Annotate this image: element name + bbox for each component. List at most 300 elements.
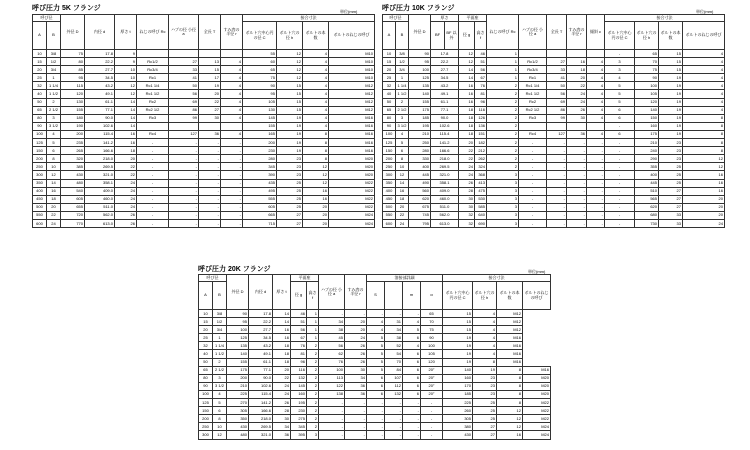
table-cell: 19 — [277, 114, 303, 122]
table-cell: 4 — [303, 74, 329, 82]
table-cell: 19 — [277, 130, 303, 138]
table-cell: - — [199, 211, 221, 219]
table-cell: - — [403, 407, 421, 415]
table-cell: 90 — [635, 74, 659, 82]
table-cell: 32 — [199, 342, 213, 350]
table-cell: Rc2 — [137, 98, 169, 106]
table-cell: 120 — [61, 90, 85, 98]
th-bf-other: BF 以外 — [445, 22, 459, 50]
table-cell: 1/2 — [396, 58, 409, 66]
table-cell: 3 — [47, 114, 61, 122]
th-hub: ハブの径 小径 a — [319, 275, 345, 310]
table-cell: 160 — [635, 122, 659, 130]
table-cell: - — [199, 179, 221, 187]
table-cell: 24 — [683, 219, 725, 227]
table-cell: 145 — [291, 382, 307, 390]
th-nominal: 呼び径 — [33, 15, 61, 22]
table-cell: - — [547, 195, 567, 203]
th-b: B — [47, 22, 61, 50]
table-cell: - — [519, 139, 547, 147]
table-cell: 305 — [227, 407, 249, 415]
table-cell: 40 — [199, 350, 213, 358]
table-cell: 10 — [383, 50, 396, 58]
table-cell: 19 — [199, 82, 221, 90]
table-cell: - — [547, 187, 567, 195]
table-row — [383, 66, 725, 74]
table-cell: 218.0 — [249, 415, 273, 423]
th-hole: ボルト穴の径 h — [473, 282, 497, 310]
table-cell: 55 — [243, 50, 277, 58]
table-cell: 230 — [291, 407, 307, 415]
table-cell: 4 — [587, 106, 605, 114]
table-cell: 5 — [605, 90, 635, 98]
table-cell: 33 — [659, 219, 683, 227]
table-cell: 96 — [475, 98, 487, 106]
table-cell: 75 — [635, 66, 659, 74]
table-cell: 76 — [319, 358, 345, 366]
table-cell: M10 — [329, 74, 375, 82]
table-cell: 14 — [115, 114, 137, 122]
table-cell: - — [519, 187, 547, 195]
table-cell: 116 — [475, 106, 487, 114]
table-cell: 34.5 — [431, 74, 459, 82]
table-cell: - — [605, 219, 635, 227]
table-cell: 3 — [487, 203, 519, 211]
table-cell: 1 1/4 — [213, 342, 227, 350]
table-cell: 20 — [115, 155, 137, 163]
table-row — [199, 399, 551, 407]
table-cell: 4 — [683, 106, 725, 114]
table-cell: 6 — [403, 382, 421, 390]
table-cell: 1 — [307, 334, 319, 342]
table-cell: - — [547, 163, 567, 171]
table-cell: - — [587, 203, 605, 211]
table-cell: 38 — [319, 326, 345, 334]
table-cell: 4 — [403, 318, 421, 326]
table-row — [383, 219, 725, 227]
table-cell: - — [385, 399, 403, 407]
table-cell: M10 — [329, 58, 375, 66]
table-cell: - — [567, 147, 587, 155]
table-row — [33, 171, 375, 179]
table-cell: 280 — [409, 147, 431, 155]
table-cell: 155 — [61, 106, 85, 114]
table-cell: 445 — [635, 179, 659, 187]
table-cell: - — [137, 203, 169, 211]
table-cell — [221, 122, 243, 130]
table-cell: 395 — [291, 431, 307, 439]
table-cell: 20 — [303, 219, 329, 227]
table-cell: 3 1/2 — [213, 382, 227, 390]
table-5k-title: 呼び圧力 5K フランジ — [32, 5, 101, 12]
th-a: A — [199, 282, 213, 310]
table-cell: 450 — [383, 195, 396, 203]
table-row — [199, 350, 551, 358]
table-cell: 300 — [199, 431, 213, 439]
table-cell: 4 — [473, 342, 497, 350]
table-cell: - — [367, 423, 385, 431]
table-cell — [221, 50, 243, 58]
table-cell: 140 — [635, 106, 659, 114]
table-cell: 1/2 — [213, 318, 227, 326]
table-cell: 113 — [319, 374, 345, 382]
table-cell: M16 — [497, 350, 523, 358]
table-cell: 85 — [61, 66, 85, 74]
table-cell: 165 — [243, 130, 277, 138]
table-row — [33, 90, 375, 98]
table-row — [383, 114, 725, 122]
table-cell: 290 — [635, 155, 659, 163]
table-cell: 26 — [115, 211, 137, 219]
table-cell: Rc3 — [519, 114, 547, 122]
table-cell: 10 — [199, 310, 213, 318]
table-cell: 4 — [396, 130, 409, 138]
table-cell: 3 — [605, 66, 635, 74]
th-weld-group: 溶接部詳細 — [367, 275, 443, 282]
table-row — [199, 415, 551, 423]
table-row — [199, 423, 551, 431]
table-cell: 27 — [199, 106, 221, 114]
table-cell: 9 — [115, 58, 137, 66]
table-cell: 150 — [383, 147, 396, 155]
table-cell: 23 — [659, 139, 683, 147]
table-cell: - — [199, 219, 221, 227]
th-s: S — [367, 282, 385, 310]
table-cell: 19 — [659, 82, 683, 90]
table-cell: 24 — [115, 187, 137, 195]
table-cell: 12 — [115, 82, 137, 90]
table-cell: 265 — [61, 147, 85, 155]
table-cell: 32 — [383, 82, 396, 90]
table-cell: - — [169, 219, 199, 227]
table-cell: 3/4 — [47, 66, 61, 74]
table-cell: 65 — [383, 106, 396, 114]
table-cell: 200 — [199, 415, 213, 423]
table-cell: 15 — [443, 318, 473, 326]
table-cell: 12 — [277, 58, 303, 66]
table-cell: - — [345, 310, 367, 318]
table-cell: M20 — [523, 374, 551, 382]
table-row — [33, 219, 375, 227]
table-cell: - — [137, 219, 169, 227]
table-cell: 460.0 — [85, 195, 115, 203]
table-cell: 300 — [383, 171, 396, 179]
th-taper: 傾斜 c — [587, 15, 605, 50]
table-cell: 4 — [367, 326, 385, 334]
table-cell: 136 — [475, 122, 487, 130]
th-fillet: すみ肉の半径 r — [567, 15, 587, 50]
table-cell: - — [567, 163, 587, 171]
table-cell: 155 — [409, 98, 431, 106]
table-cell: 10 — [47, 163, 61, 171]
table-cell: 86 — [547, 106, 567, 114]
table-cell: - — [567, 171, 587, 179]
table-cell: 12 — [497, 415, 523, 423]
table-cell: - — [519, 219, 547, 227]
table-cell: - — [587, 147, 605, 155]
table-cell: - — [587, 139, 605, 147]
table-row — [199, 310, 551, 318]
table-cell: 20 — [273, 366, 291, 374]
table-cell: 330 — [409, 155, 431, 163]
table-cell: - — [587, 163, 605, 171]
table-cell: M16 — [329, 130, 375, 138]
table-row — [383, 122, 725, 130]
table-cell: - — [587, 187, 605, 195]
table-cell: 5 — [47, 139, 61, 147]
table-cell — [587, 50, 605, 58]
table-cell: 2 — [487, 114, 519, 122]
th-nominal: 呼び径 — [383, 15, 409, 22]
table-cell: - — [137, 147, 169, 155]
table-cell: 65 — [243, 66, 277, 74]
table-row — [33, 122, 375, 130]
table-cell: 2 — [487, 139, 519, 147]
table-cell: 31 — [385, 318, 403, 326]
table-cell: 20 — [33, 66, 47, 74]
table-cell: 25 — [659, 163, 683, 171]
table-cell: 1 1/2 — [47, 90, 61, 98]
table-cell: M12 — [329, 106, 375, 114]
table-row — [383, 179, 725, 187]
table-cell: 17.8 — [431, 50, 459, 58]
table-cell: M16 — [329, 139, 375, 147]
table-cell: 1 — [487, 74, 519, 82]
table-cell: 155 — [243, 122, 277, 130]
table-cell: 26 — [115, 219, 137, 227]
table-cell: 210 — [227, 382, 249, 390]
table-cell: 27 — [277, 211, 303, 219]
table-cell: 17.8 — [85, 50, 115, 58]
table-cell: 4 — [221, 58, 243, 66]
table-cell: M12 — [329, 82, 375, 90]
table-cell: 34 — [345, 374, 367, 382]
table-cell: 770 — [61, 219, 85, 227]
table-cell: 350 — [227, 415, 249, 423]
table-cell: 24 — [115, 203, 137, 211]
table-cell: 185 — [443, 390, 473, 398]
table-cell: 25 — [277, 195, 303, 203]
table-cell: 120 — [421, 358, 443, 366]
table-cell: M22 — [523, 415, 551, 423]
table-cell: 102.6 — [431, 122, 459, 130]
table-cell: M10 — [329, 66, 375, 74]
th-a: A — [33, 22, 47, 50]
table-cell: 409.0 — [85, 187, 115, 195]
table-cell: - — [519, 171, 547, 179]
table-cell: 321.0 — [249, 431, 273, 439]
table-cell: 19 — [277, 122, 303, 130]
table-cell: 275 — [291, 415, 307, 423]
table-cell: 212 — [475, 147, 487, 155]
table-cell: 358.1 — [85, 179, 115, 187]
table-cell: M24 — [523, 423, 551, 431]
table-cell: 3 — [307, 431, 319, 439]
table-cell: 125 — [227, 334, 249, 342]
table-cell: 385 — [61, 163, 85, 171]
table-cell: 2 — [487, 130, 519, 138]
table-cell: Rc3/4 — [137, 66, 169, 74]
table-cell: - — [367, 310, 385, 318]
th-bolt: ボルトのねじの呼び — [683, 22, 725, 50]
table-cell — [169, 122, 199, 130]
table-cell: 3 — [487, 211, 519, 219]
table-cell: 15 — [199, 66, 221, 74]
table-cell: 15 — [277, 90, 303, 98]
table-cell: 140 — [227, 350, 249, 358]
table-cell: 22 — [199, 98, 221, 106]
table-cell: 26 — [567, 106, 587, 114]
table-cell: 12 — [396, 171, 409, 179]
table-cell: 6 — [403, 358, 421, 366]
table-cell: 43.2 — [431, 82, 459, 90]
table-cell: - — [221, 139, 243, 147]
table-cell: - — [221, 219, 243, 227]
table-cell: 8 — [497, 399, 523, 407]
table-cell: 27 — [473, 431, 497, 439]
th-total: 全長 T — [547, 15, 567, 50]
table-cell: 2 1/2 — [47, 106, 61, 114]
table-cell: 4 — [221, 82, 243, 90]
table-cell: 12 — [303, 171, 329, 179]
table-cell: 320 — [61, 155, 85, 163]
table-cell: 32 — [459, 219, 475, 227]
table-cell: 67 — [291, 334, 307, 342]
table-cell: 36 — [345, 390, 367, 398]
table-cell: 33 — [659, 211, 683, 219]
table-cell: - — [345, 423, 367, 431]
table-cell: 2 — [487, 122, 519, 130]
table-cell: 12 — [683, 155, 725, 163]
table-cell: - — [421, 399, 443, 407]
table-cell: 3 — [396, 114, 409, 122]
th-thread: ねじの呼び Rc — [137, 15, 169, 50]
table-cell: 6 — [403, 366, 421, 374]
table-cell: - — [137, 155, 169, 163]
table-cell: 56 — [169, 90, 199, 98]
table-cell: 280 — [243, 155, 277, 163]
table-cell: 2 — [213, 358, 227, 366]
table-cell: 20 — [199, 90, 221, 98]
table-cell: 18 — [459, 114, 475, 122]
table-row — [33, 66, 375, 74]
table-cell: 350 — [33, 179, 47, 187]
table-cell: 25 — [277, 187, 303, 195]
table-cell: 180 — [61, 114, 85, 122]
table-cell: 530 — [475, 195, 487, 203]
table-cell: 3/8 — [47, 50, 61, 58]
table-cell: - — [547, 147, 567, 155]
table-cell: 460.0 — [431, 195, 459, 203]
table-cell: 16 — [683, 187, 725, 195]
table-cell: 511.0 — [85, 203, 115, 211]
table-cell: 225 — [227, 390, 249, 398]
table-row — [33, 147, 375, 155]
table-row — [383, 171, 725, 179]
table-row — [33, 106, 375, 114]
table-cell: 24 — [567, 98, 587, 106]
table-cell: 250 — [383, 163, 396, 171]
th-pcd: ボルト穴中心円の径 C — [443, 282, 473, 310]
th-bolt: ボルトのねじの呼び — [523, 282, 551, 310]
table-cell: - — [547, 211, 567, 219]
table-cell — [587, 122, 605, 130]
table-cell: 250 — [33, 163, 47, 171]
table-cell — [199, 50, 221, 58]
table-cell: 24 — [396, 219, 409, 227]
table-cell: - — [519, 179, 547, 187]
table-cell: 2 — [307, 374, 319, 382]
table-cell: 4 — [303, 106, 329, 114]
table-cell: 14 — [459, 74, 475, 82]
table-cell: 27 — [659, 203, 683, 211]
table-cell: 14 — [273, 318, 291, 326]
table-cell: 80 — [199, 374, 213, 382]
table-row — [383, 203, 725, 211]
table-cell: 24 — [345, 334, 367, 342]
table-cell: 15 — [199, 318, 213, 326]
table-cell: 46 — [291, 310, 307, 318]
table-cell: - — [567, 179, 587, 187]
table-cell: 480 — [227, 431, 249, 439]
table-cell: - — [587, 219, 605, 227]
table-cell: - — [587, 211, 605, 219]
table-cell: 90 — [199, 382, 213, 390]
table-cell: 690 — [475, 219, 487, 227]
table-cell: - — [137, 195, 169, 203]
table-cell: 95 — [409, 58, 431, 66]
table-cell: 56 — [319, 342, 345, 350]
table-cell: 2 — [47, 98, 61, 106]
th-bf: BF — [431, 22, 445, 50]
table-cell: 122 — [319, 382, 345, 390]
table-cell: 99 — [547, 114, 567, 122]
table-cell: - — [605, 203, 635, 211]
table-cell: 23 — [277, 155, 303, 163]
table-cell: 34 — [273, 423, 291, 431]
table-cell: 3 — [487, 195, 519, 203]
table-cell: 400 — [409, 163, 431, 171]
table-cell: 262 — [475, 155, 487, 163]
table-cell: 141.2 — [431, 139, 459, 147]
table-cell: - — [221, 203, 243, 211]
table-cell: 27 — [659, 187, 683, 195]
table-cell: - — [169, 171, 199, 179]
table-cell: 16 — [47, 187, 61, 195]
th-bolt-group: 接合寸法 — [605, 15, 725, 22]
table-cell: 225 — [443, 399, 473, 407]
table-cell: 19 — [443, 350, 473, 358]
table-cell: 2 — [487, 155, 519, 163]
table-cell: 230 — [243, 147, 277, 155]
table-5k-unit: 単位(mm) — [340, 9, 358, 14]
table-cell: 435 — [243, 179, 277, 187]
table-cell: 16 — [459, 90, 475, 98]
table-cell: M12 — [497, 326, 523, 334]
table-cell: 99 — [169, 114, 199, 122]
table-cell: - — [199, 139, 221, 147]
table-row — [33, 203, 375, 211]
table-cell: 300 — [33, 171, 47, 179]
table-cell: 6 — [367, 390, 385, 398]
table-cell: 12 — [459, 58, 475, 66]
table-cell: 445 — [409, 171, 431, 179]
table-cell: 3/8 — [396, 50, 409, 58]
table-cell: - — [605, 50, 635, 58]
table-cell: 321.0 — [431, 171, 459, 179]
table-cell: - — [345, 431, 367, 439]
table-cell: - — [403, 431, 421, 439]
